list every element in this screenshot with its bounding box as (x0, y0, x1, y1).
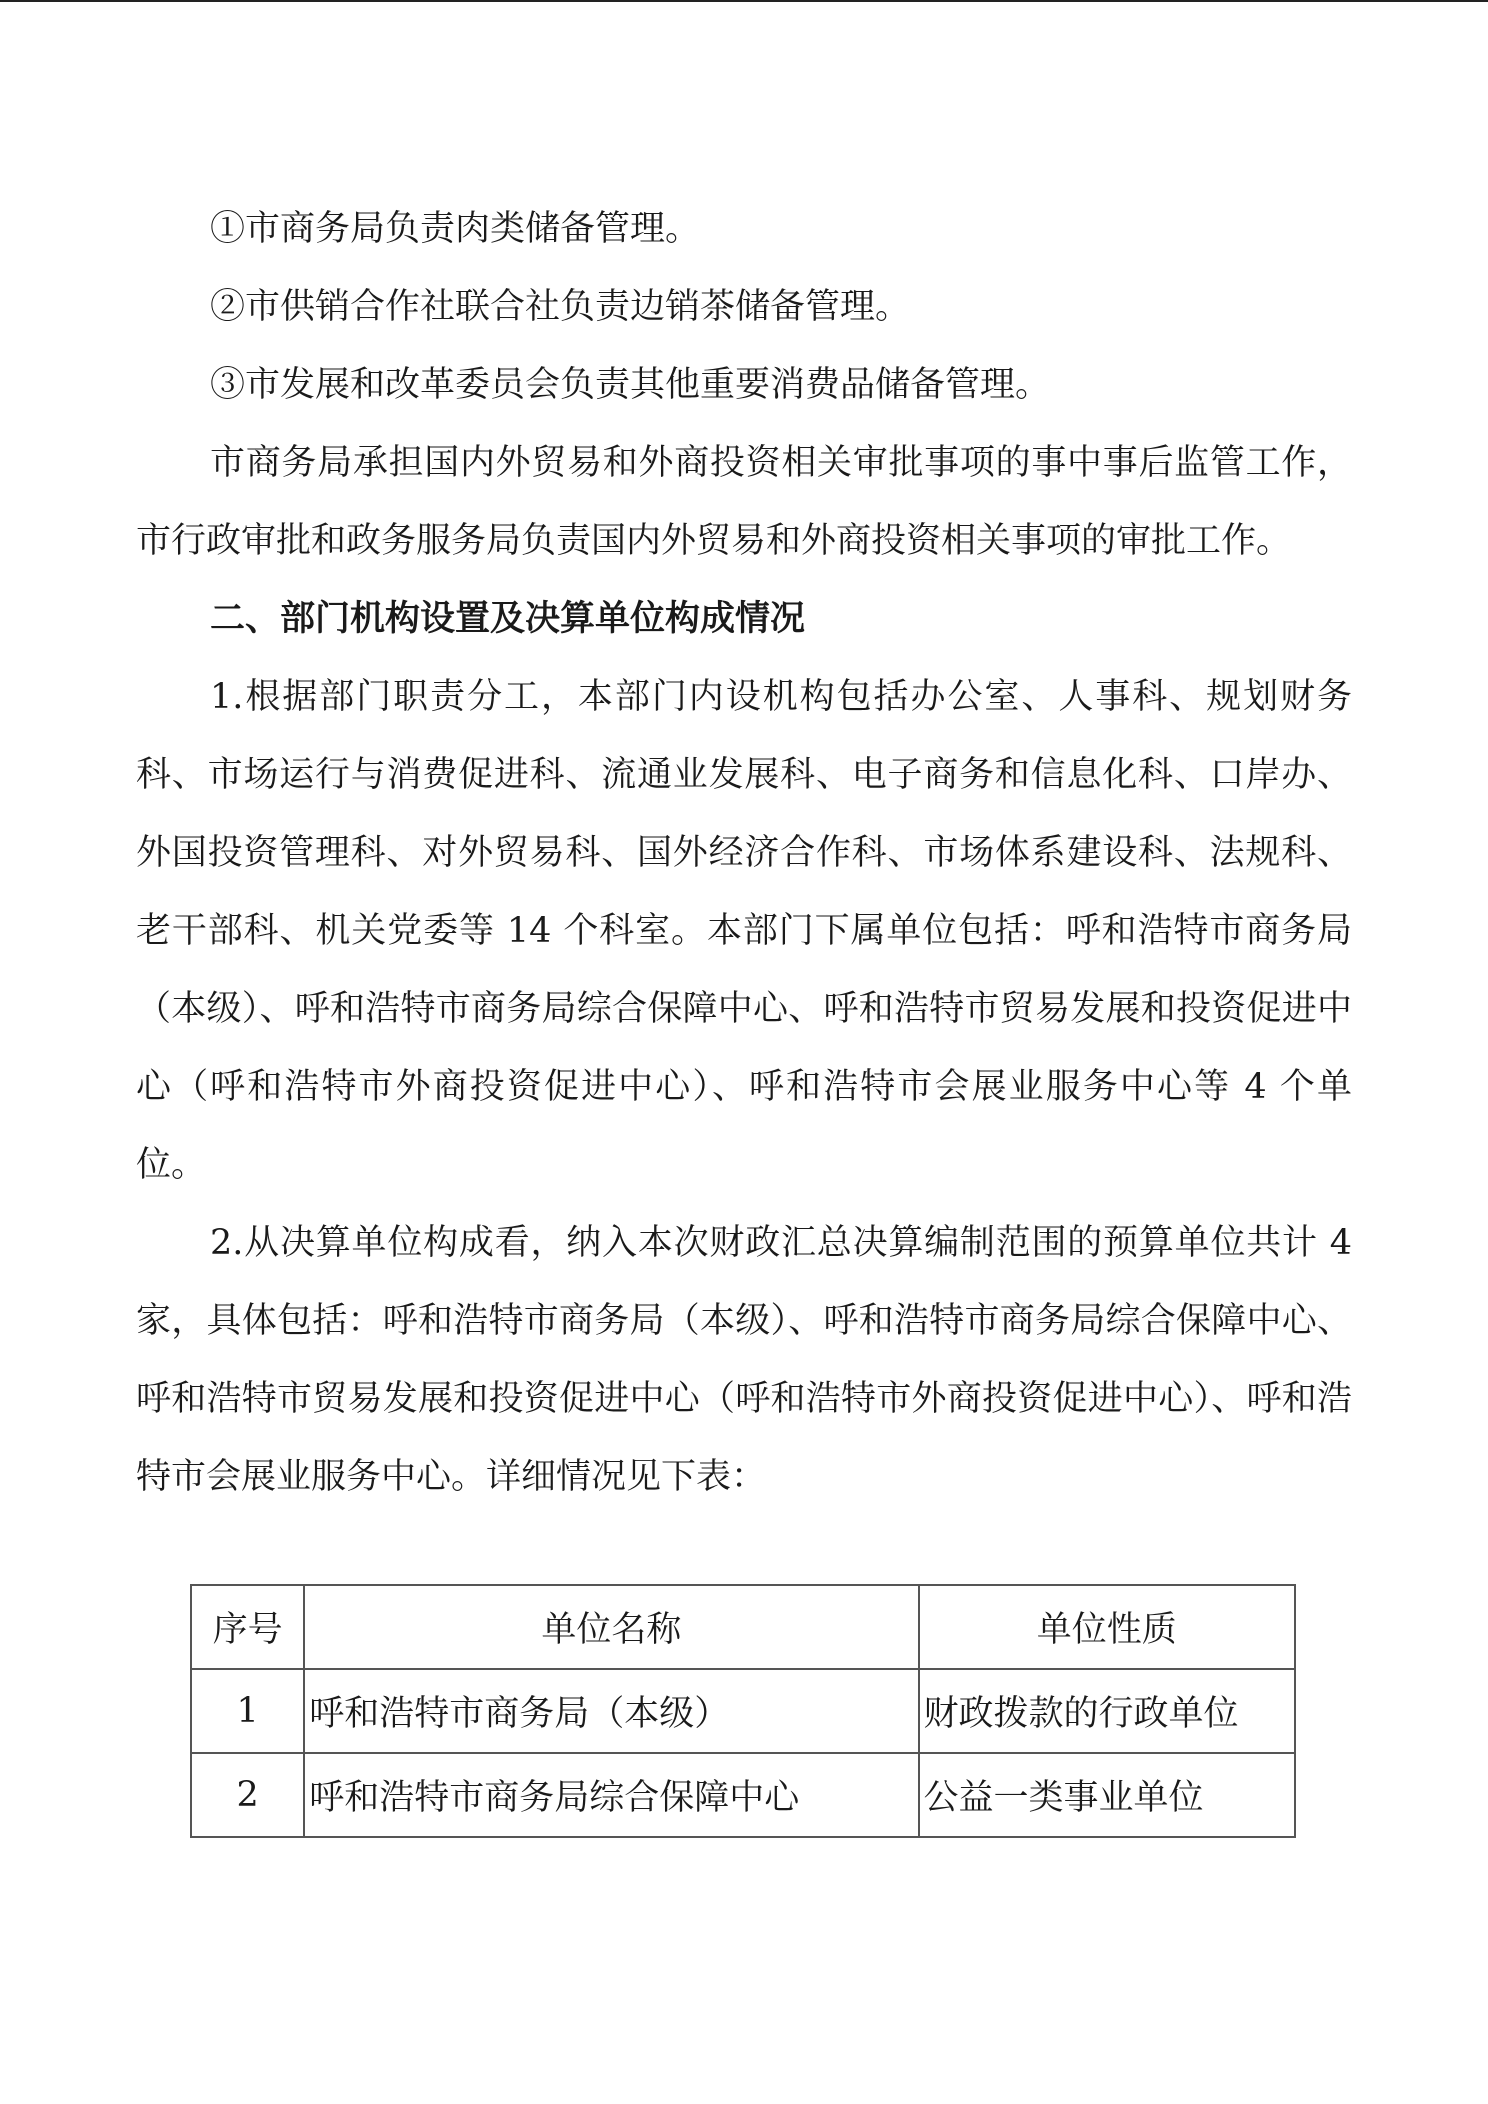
cell-serial-number: 1 (191, 1669, 304, 1753)
header-unit-nature: 单位性质 (919, 1585, 1295, 1669)
list-item-consumer-reserve: ③市发展和改革委员会负责其他重要消费品储备管理。 (210, 365, 1051, 405)
units-table (190, 1584, 1296, 1838)
section-heading: 二、部门机构设置及决算单位构成情况 (210, 599, 806, 639)
paragraph-budget-units: 2.从决算单位构成看，纳入本次财政汇总决算编制范围的预算单位共计 4 家，具体包括：呼和浩特市商务局（本级）、呼和浩特市商务局综合保障中心、呼和浩特市贸易发展和投资促进中心（呼和浩特市外商投资促进中心）、呼和浩特市会展业服务中心。详细情况见下表： (136, 1223, 1352, 1497)
header-unit-name: 单位名称 (304, 1585, 918, 1669)
cell-unit-name: 呼和浩特市商务局综合保障中心 (304, 1753, 918, 1837)
paragraph-internal-structure: 1.根据部门职责分工，本部门内设机构包括办公室、人事科、规划财务科、市场运行与消费促进科、流通业发展科、电子商务和信息化科、口岸办、外国投资管理科、对外贸易科、国外经济合作科、市场体系建设科、法规科、老干部科、机关党委等 14 个科室。本部门下属单位包括：呼和浩特市商务局（本级）、呼和浩特市商务局综合保障中心、呼和浩特市贸易发展和投资促进中心（呼和浩特市外商投资促进中心）、呼和浩特市会展业服务中心等 4 个单位。 (136, 677, 1352, 1185)
cell-unit-nature: 公益一类事业单位 (919, 1753, 1295, 1837)
list-item-meat-reserve: ①市商务局负责肉类储备管理。 (210, 209, 701, 249)
document-body (136, 190, 1352, 1516)
paragraph-approval-duties: 市商务局承担国内外贸易和外商投资相关审批事项的事中事后监管工作，市行政审批和政务服务局负责国内外贸易和外商投资相关事项的审批工作。 (136, 443, 1352, 561)
table-row (191, 1669, 1295, 1753)
header-serial-number: 序号 (191, 1585, 304, 1669)
table-header-row (191, 1585, 1295, 1669)
cell-unit-nature: 财政拨款的行政单位 (919, 1669, 1295, 1753)
table-row (191, 1753, 1295, 1837)
list-item-tea-reserve: ②市供销合作社联合社负责边销茶储备管理。 (210, 287, 911, 327)
page-top-rule (0, 0, 1488, 2)
cell-unit-name: 呼和浩特市商务局（本级） (304, 1669, 918, 1753)
cell-serial-number: 2 (191, 1753, 304, 1837)
